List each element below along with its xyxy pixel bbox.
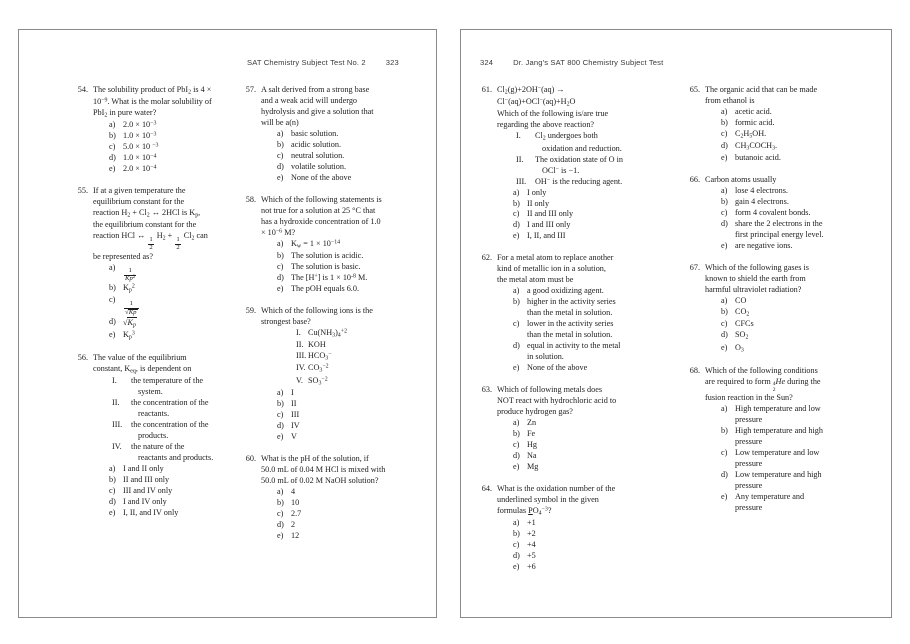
choice-e[interactable]: e) V — [277, 431, 297, 441]
question-number: 65. — [689, 85, 700, 94]
choice-c[interactable]: c) 5.0 × 10 $^{-3}$ — [109, 142, 159, 152]
choice-e[interactable]: e) I, II, and III — [513, 231, 566, 241]
question-59 — [244, 306, 416, 443]
choice-e[interactable]: e) The pOH equals 6.0. — [277, 283, 359, 293]
choice-b[interactable]: b) II only — [513, 198, 550, 208]
question-65 — [688, 85, 882, 164]
left-page-header — [247, 58, 399, 67]
choice-c[interactable]: c) form 4 covalent bonds. — [721, 208, 811, 218]
roman-options — [497, 131, 676, 187]
choice-d[interactable]: d) The [H+] is $1 \times 10^{-8}$ M. — [277, 272, 368, 282]
choice-e[interactable]: e) Mg — [513, 462, 539, 472]
answer-choices — [261, 388, 416, 443]
question-number: 64. — [481, 484, 492, 494]
choice-a[interactable]: a) +1 — [513, 518, 536, 528]
question-58 — [244, 195, 416, 295]
choice-a[interactable]: a) a good oxidizing agent. — [513, 286, 604, 296]
choice-b[interactable]: b) The solution is acidic. — [277, 251, 364, 260]
choice-d[interactable]: d) $SO_2$ — [721, 330, 749, 341]
question-number: 59. — [245, 305, 256, 315]
question-stem: Carbon atoms usually — [705, 175, 777, 185]
choice-a[interactable]: a) acetic acid. — [721, 106, 772, 116]
choice-e[interactable]: e) $K_p^3$ — [109, 329, 135, 341]
choice-d[interactable]: d) IV — [277, 420, 300, 430]
choice-a[interactable]: a) 4 — [277, 486, 296, 496]
choice-c[interactable]: c) lower in the activity series than the metal in solution. — [513, 319, 614, 340]
answer-choices — [261, 239, 416, 295]
answer-choices — [705, 296, 882, 355]
question-61 — [480, 85, 676, 242]
roman-iii[interactable]: III. $HCO_3^-$ — [296, 351, 332, 362]
question-66 — [688, 175, 882, 252]
choice-d[interactable]: d) volatile solution. — [277, 161, 347, 171]
question-stem: Which of the following statements is not true for a solution at 25 °C that has a hydroxide concentration of 1.0 × $10^{-6}$ M? — [261, 194, 382, 237]
choice-c[interactable]: c) CFCs — [721, 319, 754, 329]
choice-b[interactable]: b) higher in the activity series than the metal in solution. — [513, 297, 616, 318]
right-page-header — [480, 58, 663, 67]
choice-e[interactable]: e) $O_3$ — [721, 342, 744, 353]
answer-choices — [497, 286, 676, 374]
column-q61-q64 — [480, 85, 676, 584]
question-stem: $Cl_2(g)+2OH^-(aq)$ → $Cl^-(aq)+OCl^-(aq)+H_2O$ Which of the following is/are true regarding the above reaction? — [497, 85, 609, 130]
roman-v[interactable]: V. $SO_3^{-2}$ — [296, 375, 328, 386]
question-number: 67. — [689, 263, 700, 273]
question-54 — [76, 85, 236, 175]
choice-c[interactable]: c) 2.7 — [277, 508, 302, 518]
left-page-number: 323 — [385, 58, 399, 67]
roman-ii[interactable]: II. The oxidation state of O in OCl− is −1. — [516, 154, 623, 175]
choice-a[interactable]: a) High temperature and low pressure — [721, 403, 821, 424]
answer-choices — [93, 263, 236, 342]
choice-d[interactable]: d) Na — [513, 451, 537, 461]
choice-e[interactable]: e) butanoic acid. — [721, 153, 781, 163]
roman-i[interactable]: I. the temperature of the system. — [112, 376, 204, 397]
left-page — [18, 29, 437, 618]
question-number: 55. — [77, 186, 88, 196]
choice-e[interactable]: e) $2.0 \times 10^{-4}$ — [109, 164, 157, 174]
choice-c[interactable]: c) neutral solution. — [277, 150, 345, 160]
question-67 — [688, 263, 882, 355]
choice-b[interactable]: b) $1.0 \times 10^{-3}$ — [109, 131, 157, 141]
answer-choices — [261, 129, 416, 184]
question-56 — [76, 353, 236, 519]
question-number: 62. — [481, 253, 492, 263]
question-63 — [480, 385, 676, 473]
question-stem: What is the oxidation number of the underlined symbol in the given formulas $PO_4^{-3}$? — [497, 484, 616, 517]
choice-e[interactable]: e) Any temperature and pressure — [721, 491, 805, 512]
choice-a[interactable]: a) I — [277, 387, 294, 397]
question-stem: The organic acid that can be made from ethanol is — [705, 85, 818, 105]
roman-options — [93, 376, 236, 464]
answer-choices — [497, 418, 676, 473]
choice-e[interactable]: e) None of the above — [277, 172, 352, 182]
question-stem: A salt derived from a strong base and a weak acid will undergo hydrolysis and give a solution that will be a(n) — [261, 85, 374, 127]
roman-i[interactable]: I. $Cl_2$ undergoes both oxidation and reduction. — [516, 131, 622, 153]
choice-c[interactable]: c) Hg — [513, 440, 538, 450]
question-number: 68. — [689, 365, 700, 375]
roman-i[interactable]: I. $Cu(NH_3)_4^{+2}$ — [296, 327, 348, 339]
left-page-columns — [19, 85, 436, 553]
answer-choices — [497, 188, 676, 243]
right-page — [460, 29, 892, 618]
question-62 — [480, 253, 676, 374]
choice-c[interactable]: c) The solution is basic. — [277, 261, 361, 271]
question-number: 66. — [689, 175, 700, 185]
question-number: 54. — [77, 85, 88, 94]
question-stem: If at a given temperature the equilibrium constant for the reaction $H_2 + Cl_2$ ↔ 2HCl is $K_p$, the equilibrium constant for the reaction HCl ↔ $\frac{1}{2}$ $H_2$ + $\frac{1}{2}$ $Cl_2$ can be represented as? — [93, 186, 208, 261]
roman-iii[interactable]: III. the concentration of the products. — [112, 420, 209, 441]
answer-choices — [261, 487, 416, 542]
choice-c[interactable]: c) +4 — [513, 540, 536, 550]
question-68 — [688, 366, 882, 514]
choice-a[interactable]: a) I only — [513, 187, 547, 197]
column-q65-q68 — [688, 85, 882, 584]
choice-d[interactable]: d) share the 2 electrons in the first principal energy level. — [721, 219, 824, 240]
choice-c[interactable]: c) $\frac{1}{√Kp}$ — [109, 295, 137, 316]
answer-choices — [705, 186, 882, 252]
choice-c[interactable]: c) $C_2H_5OH$. — [721, 128, 767, 140]
question-stem: Which of the following gases is known to shield the earth from harmful ultraviolet radiation? — [705, 263, 809, 295]
choice-b[interactable]: b) II and III only — [109, 474, 170, 484]
choice-e[interactable]: e) I, II, and IV only — [109, 507, 179, 517]
column-q54-q56 — [76, 85, 236, 553]
question-number: 57. — [245, 85, 256, 94]
choice-b[interactable]: b) $CO_2$ — [721, 307, 750, 318]
choice-c[interactable]: c) III and IV only — [109, 485, 173, 495]
choice-d[interactable]: d) I and III only — [513, 220, 571, 230]
question-number: 58. — [245, 194, 256, 204]
choice-c[interactable]: c) III — [277, 409, 300, 419]
column-q57-q60 — [244, 85, 416, 553]
answer-choices — [705, 107, 882, 164]
choice-b[interactable]: b) Fe — [513, 429, 536, 439]
choice-a[interactable]: a) Zn — [513, 418, 537, 428]
choice-a[interactable]: a) basic solution. — [277, 128, 339, 138]
choice-b[interactable]: b) High temperature and high pressure — [721, 425, 823, 446]
answer-choices — [93, 464, 236, 519]
question-number: 63. — [481, 385, 492, 395]
question-stem: For a metal atom to replace another kind of metallic ion in a solution, the metal atom must be — [497, 253, 614, 285]
question-number: 56. — [77, 352, 88, 362]
roman-ii[interactable]: II. the concentration of the reactants. — [112, 398, 209, 419]
choice-b[interactable]: b) formic acid. — [721, 117, 775, 127]
question-stem: Which of following metals does NOT react with hydrochloric acid to produce hydrogen gas? — [497, 385, 617, 417]
choice-d[interactable]: d) equal in activity to the metal in solution. — [513, 341, 621, 362]
question-number: 61. — [481, 85, 492, 94]
choice-a[interactable]: a) lose 4 electrons. — [721, 186, 788, 196]
choice-e[interactable]: e) are negative ions. — [721, 241, 793, 251]
choice-e[interactable]: e) None of the above — [513, 363, 588, 373]
choice-d[interactable]: d) $CH_3COCH_3$. — [721, 141, 778, 152]
choice-a[interactable]: a) $\frac{1}{Kp^2}$ — [109, 262, 136, 283]
roman-ii[interactable]: II. KOH — [296, 340, 326, 350]
right-page-columns — [461, 85, 891, 584]
choice-d[interactable]: d) I and IV only — [109, 496, 167, 506]
roman-iv[interactable]: IV. $CO_3^{-2}$ — [296, 363, 329, 374]
choice-c[interactable]: c) II and III only — [513, 209, 574, 219]
question-number: 60. — [245, 453, 256, 463]
question-57 — [244, 85, 416, 184]
question-stem: What is the pH of the solution, if 50.0 mL of 0.04 M HCl is mixed with 50.0 mL of 0.02 M NaOH solution? — [261, 453, 386, 485]
choice-a[interactable]: a) $2.0 \times 10^{-3}$ — [109, 120, 157, 130]
right-page-header-title: Dr. Jang's SAT 800 Chemistry Subject Test — [513, 58, 664, 67]
choice-d[interactable]: d) +5 — [513, 551, 536, 561]
question-64 — [480, 484, 676, 573]
choice-b[interactable]: b) $K_p^2$ — [109, 283, 135, 294]
roman-iii[interactable]: III. OH− is the reducing agent. — [516, 176, 623, 186]
roman-options — [261, 328, 416, 388]
choice-a[interactable]: a) I and II only — [109, 464, 164, 473]
choice-d[interactable]: d) $1.0 \times 10^{-4}$ — [109, 153, 157, 163]
choice-d[interactable]: d) $√K_p$ — [109, 316, 136, 328]
choice-c[interactable]: c) Low temperature and low pressure — [721, 447, 820, 468]
question-stem: The solubility product of PbI$_2$ is 4 × $10^{-9}$. What is the molar solubility of PbI$_2$ in pure water? — [93, 85, 212, 119]
answer-choices — [93, 120, 236, 175]
question-stem: The value of the equilibrium constant, $K_{eq}$, is dependent on — [93, 352, 192, 375]
question-stem: Which of the following ions is the strongest base? — [261, 305, 373, 326]
choice-a[interactable]: a) $K_w = 1 \times 10^{-14}$ — [277, 238, 341, 250]
question-55 — [76, 186, 236, 342]
choice-b[interactable]: b) 10 — [277, 497, 300, 507]
choice-b[interactable]: b) gain 4 electrons. — [721, 197, 789, 207]
choice-a[interactable]: a) CO — [721, 296, 747, 306]
choice-b[interactable]: b) +2 — [513, 529, 536, 539]
answer-choices — [705, 404, 882, 514]
choice-d[interactable]: d) 2 — [277, 519, 296, 529]
choice-e[interactable]: e) 12 — [277, 530, 300, 540]
question-60 — [244, 454, 416, 542]
roman-iv[interactable]: IV. the nature of the reactants and products. — [112, 442, 214, 463]
choice-e[interactable]: e) +6 — [513, 562, 536, 572]
choice-d[interactable]: d) Low temperature and high pressure — [721, 469, 822, 490]
choice-b[interactable]: b) acidic solution. — [277, 139, 342, 149]
answer-choices — [497, 518, 676, 573]
question-stem: Which of the following conditions are required to form 4 2 He during the fusion reaction in the Sun? — [705, 365, 821, 402]
choice-b[interactable]: b) II — [277, 398, 297, 408]
right-page-number: 324 — [480, 58, 494, 67]
left-page-header-title: SAT Chemistry Subject Test No. 2 — [247, 58, 366, 67]
